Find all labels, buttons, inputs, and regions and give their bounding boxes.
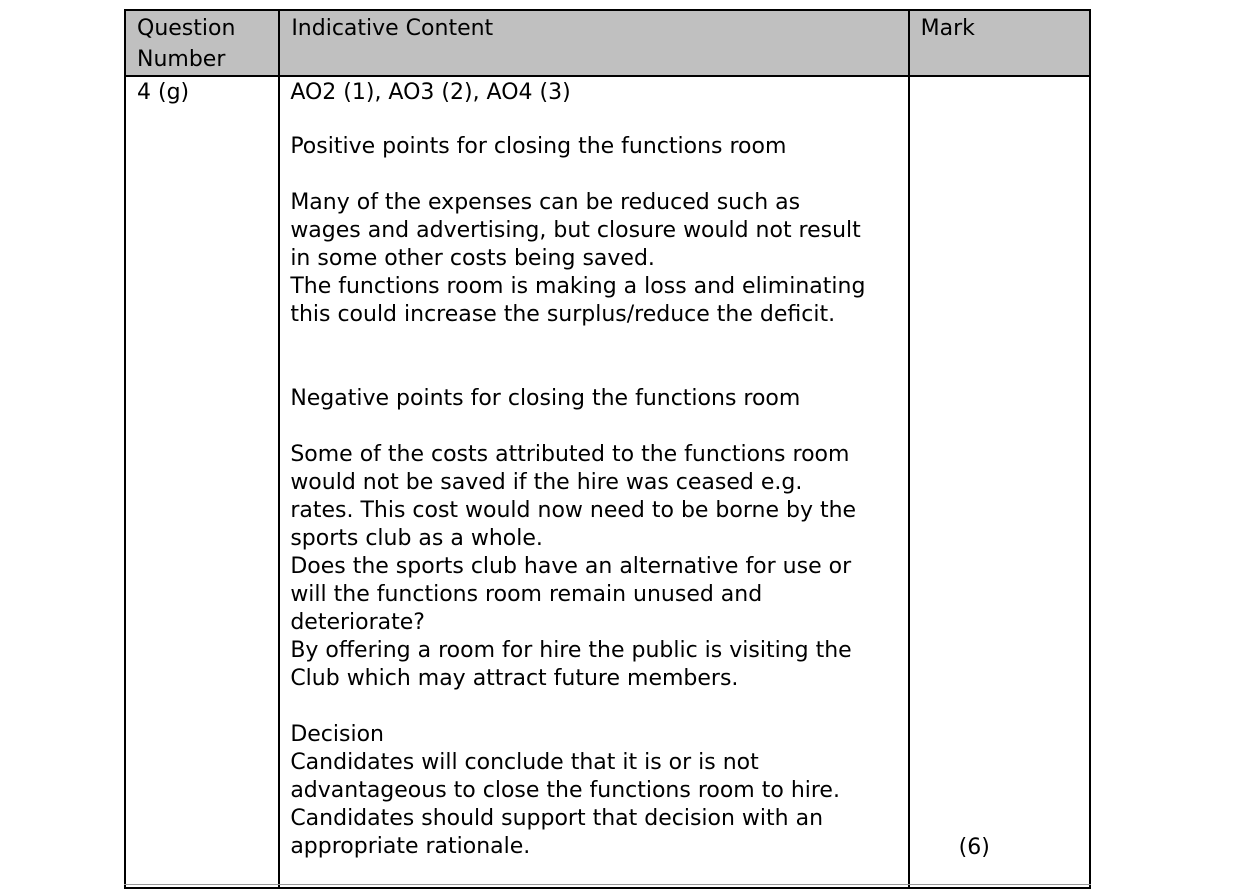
mark-value: (6) <box>958 835 990 860</box>
negative-line: Does the sports club have an alternative for use or <box>290 554 852 579</box>
negative-line: sports club as a whole. <box>290 526 543 551</box>
positive-line: in some other costs being saved. <box>290 246 655 271</box>
negative-line: will the functions room remain unused and <box>290 582 763 607</box>
assessment-objectives: AO2 (1), AO3 (2), AO4 (3) <box>290 80 571 105</box>
negative-line: By offering a room for hire the public is visiting the <box>290 638 852 663</box>
question-number-header <box>125 10 279 76</box>
decision-line: appropriate rationale. <box>290 834 531 859</box>
bottom-rule <box>124 884 1091 885</box>
question-number: 4 (g) <box>137 80 190 105</box>
negative-line: deteriorate? <box>290 610 425 635</box>
decision-heading: Decision <box>290 722 384 747</box>
indicative-content-header <box>279 10 908 76</box>
question-header-line2: Number <box>137 47 226 72</box>
negative-line: rates. This cost would now need to be borne by the <box>290 498 857 523</box>
decision-line: Candidates will conclude that it is or is not <box>290 750 759 775</box>
negative-line: Some of the costs attributed to the functions room <box>290 442 850 467</box>
negative-points-heading: Negative points for closing the functions room <box>290 386 801 411</box>
positive-line: this could increase the surplus/reduce the deficit. <box>290 302 836 327</box>
answer-row <box>125 76 1090 888</box>
mark-scheme-table <box>124 9 1091 889</box>
decision-line: advantageous to close the functions room to hire. <box>290 778 840 803</box>
mark-header <box>909 10 1090 76</box>
indicative-content-cell <box>279 76 908 888</box>
question-header-line1: Question <box>137 16 236 41</box>
negative-points-paragraph <box>290 441 897 693</box>
positive-line: The functions room is making a loss and eliminating <box>290 274 866 299</box>
negative-line: would not be saved if the hire was ceased e.g. <box>290 470 803 495</box>
mark-header-label: Mark <box>920 16 975 41</box>
positive-line: Many of the expenses can be reduced such as <box>290 190 801 215</box>
positive-points-paragraph <box>290 189 897 329</box>
mark-cell <box>909 76 1090 888</box>
content-header-label: Indicative Content <box>291 16 494 41</box>
decision-line: Candidates should support that decision with an <box>290 806 824 831</box>
positive-points-heading: Positive points for closing the functions room <box>290 134 787 159</box>
header-row <box>125 10 1090 76</box>
negative-line: Club which may attract future members. <box>290 666 739 691</box>
question-number-cell <box>125 76 279 888</box>
positive-line: wages and advertising, but closure would not result <box>290 218 861 243</box>
decision-paragraph <box>290 749 897 861</box>
